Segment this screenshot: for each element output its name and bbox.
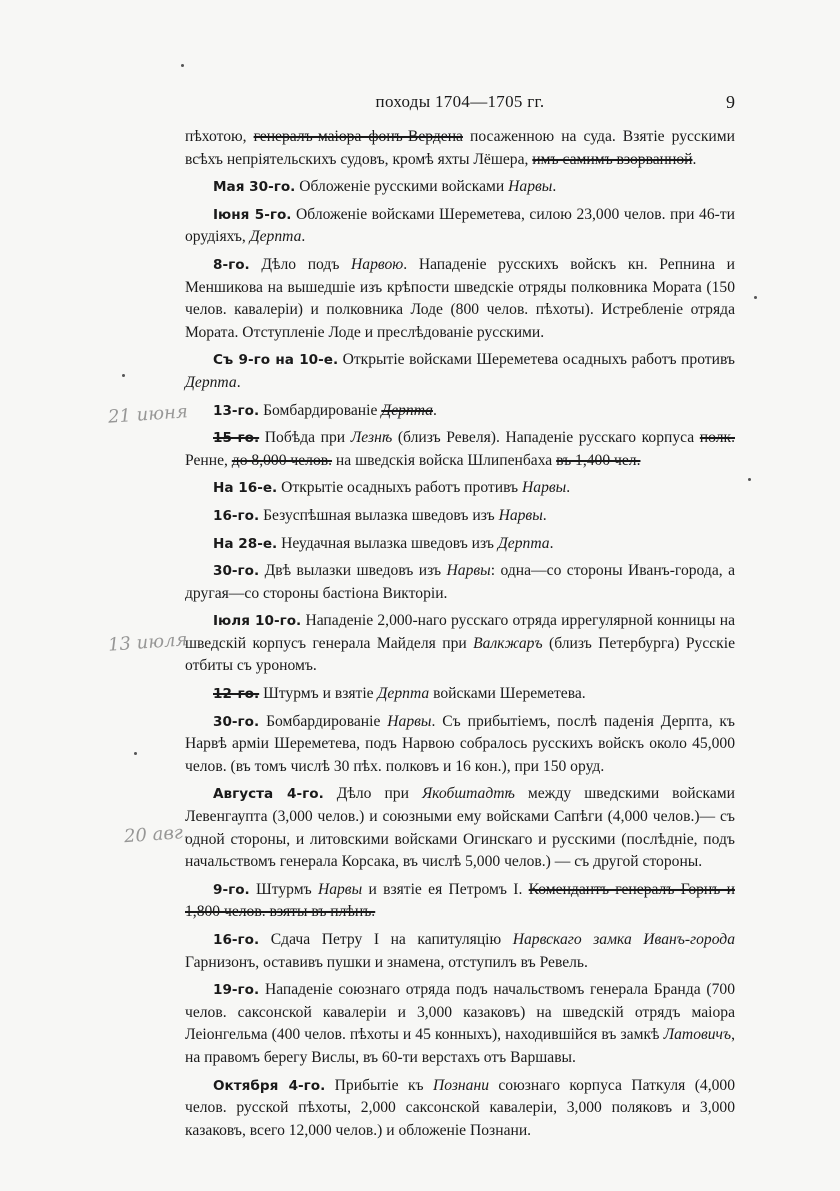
page-number: 9	[726, 92, 735, 112]
entry-text: Гарнизонъ, оставивъ пушки и знамена, отступилъ въ Ревель.	[185, 953, 588, 971]
entry-text: войсками Шереметева.	[429, 685, 586, 703]
place-name: Нарвы	[387, 712, 432, 730]
entry-date: 8-го.	[213, 256, 250, 273]
entry-paragraph	[185, 204, 735, 249]
scan-speck	[181, 64, 184, 67]
entry-text: Двѣ вылазки шведовъ изъ	[259, 562, 447, 580]
entry-paragraph	[185, 254, 735, 344]
entry-paragraph	[185, 533, 735, 556]
place-name: Лезнѣ	[350, 429, 393, 447]
entry-text: Открытіе войсками Шереметева осадныхъ работъ противъ	[338, 351, 735, 369]
scan-speck	[754, 296, 757, 299]
entry-text: Штурмъ и взятіе	[259, 685, 378, 703]
entry-text: Обложеніе войсками Шереметева, силою 23,000 челов. при 46-ти орудіяхъ,	[185, 205, 735, 246]
entry-paragraph	[185, 505, 735, 528]
entry-text: (близъ Ревеля). Нападеніе русскаго корпуса	[392, 429, 700, 447]
entry-date: 12-го.	[213, 686, 260, 703]
entry-text: (близъ Петербурга) Русскіе отбиты съ урономъ.	[185, 634, 735, 675]
entry-paragraph	[185, 1075, 735, 1143]
entry-text: Обложеніе русскими войсками	[295, 178, 509, 196]
place-name: Дерпта	[249, 228, 302, 246]
place-name: Нарвы	[522, 479, 567, 497]
place-name: Нарвы	[498, 506, 543, 524]
entry-text: Бомбардированіе	[259, 712, 388, 730]
entry-text: .	[432, 401, 437, 419]
place-name: Нарвы	[317, 880, 363, 898]
struck-text: Комендантъ генералъ Горнъ и 1,800 челов. взяты въ плѣнъ.	[185, 880, 735, 921]
entry-date: На 28-е.	[213, 535, 278, 552]
entry-paragraph	[185, 929, 735, 974]
place-name: Дерпта	[497, 534, 550, 552]
entry-date: 30-го.	[213, 713, 260, 730]
entry-text: пѣхотою,	[185, 128, 254, 145]
entry-paragraph	[185, 783, 735, 873]
margin-note-august: 20 авг.	[123, 821, 190, 848]
entry-text: Сдача Петру I на капитуляцію	[259, 931, 513, 948]
entry-text: Безуспѣшная вылазка шведовъ изъ	[259, 506, 499, 524]
entry-text: , на правомъ берегу Вислы, въ 60-ти верстахъ отъ Варшавы.	[185, 1026, 735, 1066]
entry-date: Іюня 5-го.	[213, 206, 292, 223]
entry-text: и взятіе ея Петромъ I.	[362, 880, 529, 898]
entry-text: .	[552, 178, 557, 196]
entry-date: 13-го.	[213, 402, 260, 419]
entry-date: Съ 9-го на 10-е.	[213, 352, 339, 369]
entry-text: между шведскими войсками Левенгаупта (3,000 челов.) и союзными ему войсками Сапѣги (4,000 челов.)— съ одной стороны, и литовскими войсками Огинскаго и русскими (послѣдніе, подъ начальствомъ генерала Корсака, въ числѣ 5,000 челов.) — съ другой стороны.	[185, 785, 735, 871]
entry-text: Нападеніе 2,000-наго русскаго отряда иррегулярной конницы на шведскій корпусъ генерала Майделя при	[185, 612, 735, 652]
entry-date: 30-го.	[213, 563, 260, 580]
entry-text: Неудачная вылазка шведовъ изъ	[277, 534, 498, 552]
entry-text: .	[549, 534, 554, 552]
entry-text: . Съ прибытіемъ, послѣ паденія Дерпта, къ Нарвѣ арміи Шереметева, подъ Нарвою собралось русскихъ войскъ около 45,000 челов. (въ томъ числѣ 30 пѣх. полковъ и 16 кон.), при 150 оруд.	[185, 712, 735, 775]
entry-paragraph	[185, 427, 735, 472]
struck-text: полк.	[699, 429, 735, 447]
entry-text: Ренне,	[185, 451, 232, 469]
struck-text: въ 1,400 чел.	[556, 451, 641, 469]
entry-text: : одна—со стороны Иванъ-города, а другая—со стороны бастіона Викторіи.	[185, 562, 736, 602]
scan-speck	[122, 374, 125, 377]
scan-speck	[748, 478, 751, 481]
entry-paragraph	[185, 711, 735, 779]
struck-text: до 8,000 челов.	[231, 451, 333, 469]
entry-text: Бомбардированіе	[259, 401, 382, 419]
entry-text: .	[566, 479, 571, 497]
entry-text: Открытіе осадныхъ работъ противъ	[277, 479, 523, 497]
entry-paragraph	[185, 879, 735, 924]
document-body	[185, 126, 735, 1142]
place-name: Нарвою	[351, 255, 404, 273]
entry-text: .	[236, 373, 241, 391]
entry-paragraph	[185, 683, 735, 706]
entry-date: Іюля 10-го.	[213, 613, 302, 630]
place-name: Валкжаръ	[473, 634, 543, 652]
entry-text: . Нападеніе русскихъ войскъ кн. Репнина и Меншикова на вышедшіе изъ крѣпости шведскіе отряды полковника Мората (150 челов. кавалеріи) и полковника Лоде (800 челов. пѣхоты). Истребленіе отряда Мората. Отступленіе Лоде и преслѣдованіе русскими.	[185, 255, 735, 341]
struck-text: Дерпта	[381, 401, 433, 419]
margin-note-june: 21 июня	[107, 401, 189, 428]
entry-paragraph	[185, 477, 735, 500]
running-title: походы 1704—1705 гг.	[375, 92, 545, 111]
entry-paragraph	[185, 176, 735, 199]
page-header	[185, 92, 735, 116]
place-name: Якобштадтѣ	[421, 785, 515, 803]
place-name: Нарвскаго замка Иванъ-города	[512, 931, 735, 948]
entry-paragraph	[185, 400, 735, 423]
place-name: Нарвы	[508, 178, 553, 196]
entry-paragraph	[185, 126, 735, 171]
entry-date: 9-го.	[213, 881, 250, 898]
place-name: Дерпта	[185, 373, 237, 391]
entry-paragraph	[185, 349, 735, 394]
entry-date: Мая 30-го.	[213, 179, 296, 196]
scan-speck	[134, 752, 137, 755]
entry-paragraph	[185, 610, 735, 678]
struck-text: генералъ-маіора фонъ-Вердена	[253, 128, 463, 145]
place-name: Познани	[432, 1076, 489, 1094]
entry-text: .	[301, 228, 306, 246]
struck-text: имъ самимъ взорванной	[532, 150, 693, 168]
entry-date: Августа 4-го.	[213, 786, 324, 803]
entry-paragraph	[185, 560, 735, 605]
margin-note-july: 13 июля	[107, 629, 189, 656]
entry-date: 19-го.	[213, 982, 260, 999]
place-name: Нарвы	[446, 562, 491, 580]
entry-text: Прибытіе къ	[325, 1076, 433, 1094]
entry-text: .	[692, 150, 697, 168]
entry-text: Штурмъ	[249, 880, 318, 898]
entry-date: Октября 4-го.	[213, 1077, 326, 1094]
entry-date: На 16-е.	[213, 480, 278, 497]
entry-text: Дѣло подъ	[249, 255, 352, 273]
entry-date: 16-го.	[213, 507, 260, 524]
entry-text: .	[542, 506, 547, 524]
entry-text: на шведскія войска Шлипенбаха	[332, 451, 557, 469]
entry-date: 15-го.	[213, 430, 260, 447]
entry-text: посаженною на суда. Взятіе русскими всѣхъ непріятельскихъ судовъ, кромѣ яхты Лёшера,	[185, 128, 735, 168]
entry-text: союзнаго корпуса Паткуля (4,000 челов. русской пѣхоты, 2,000 саксонской кавалеріи, 3,000 поляковъ и 3,000 казаковъ, всего 12,000 челов.) и обложеніе Познани.	[185, 1076, 736, 1139]
entry-text: Дѣло при	[323, 785, 422, 803]
entry-text: Нападеніе союзнаго отряда подъ начальствомъ генерала Бранда (700 челов. саксонской кавалеріи и 3,000 казаковъ) на шведскій отрядъ маіора Леіонгельма (400 челов. пѣхоты и 45 конныхъ), находившійся въ замкѣ	[185, 981, 735, 1044]
place-name: Дерпта	[377, 685, 430, 703]
entry-date: 16-го.	[213, 932, 260, 948]
entry-text: Побѣда при	[259, 429, 351, 447]
place-name: Латовичъ	[663, 1026, 732, 1044]
entry-paragraph	[185, 979, 735, 1069]
